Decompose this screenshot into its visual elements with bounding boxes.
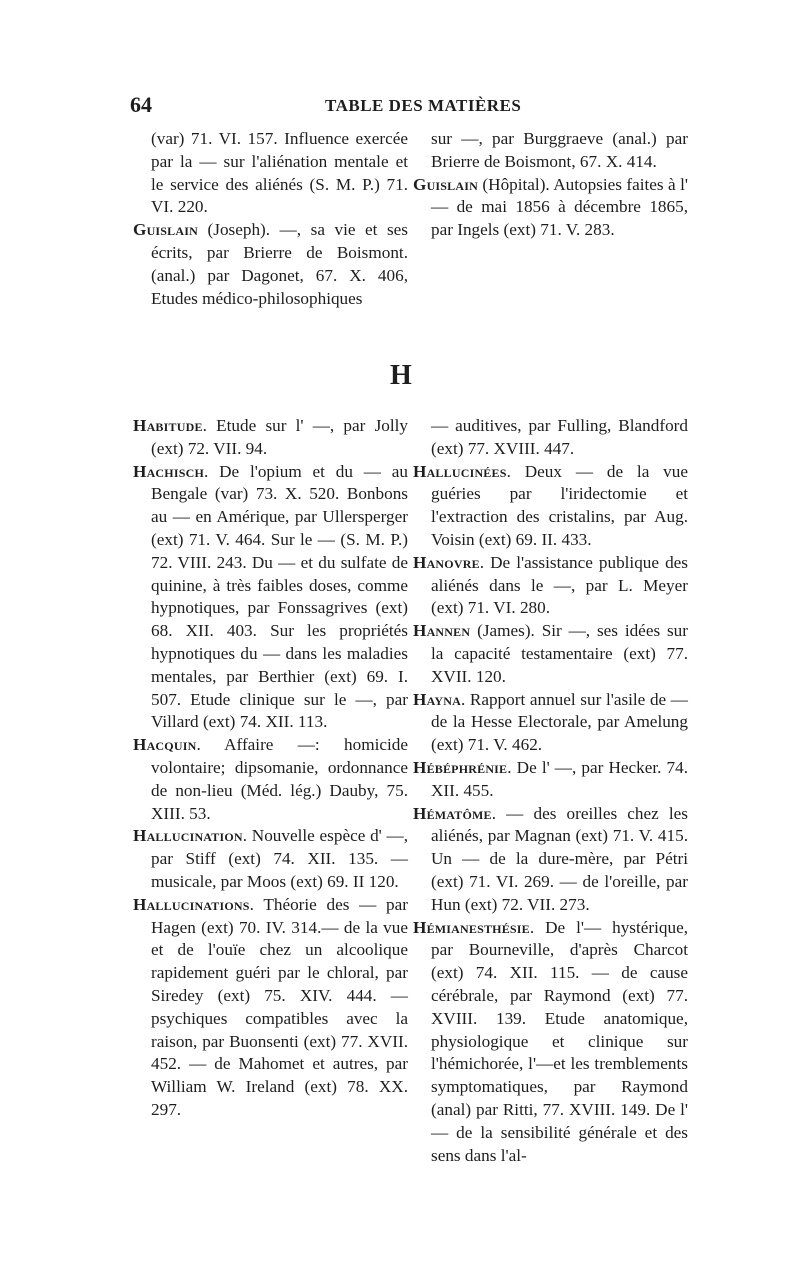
index-entry [133,415,408,461]
bottom-left-column [133,415,408,1122]
index-entry [413,620,688,688]
entry-headword: Hallucinées [413,461,507,481]
page-number: 64 [130,92,152,117]
index-entry [133,219,408,310]
entry-headword: Habitude [133,416,203,435]
entry-text: . De l' —, par Hecker. 74. XII. 455. [431,757,688,800]
entry-text: . Théorie des — par Hagen (ext) 70. IV. 314.— de la vue et de l'ouïe chez un alcoolique rapidement guéri par le chloral, par Siredey (ext) 75. XIV. 444. — psychiques compatibles avec la raison, par Buonsenti (ext) 77. XVII. 452. — de Mahomet et autres, par William W. Ireland (ext) 78. XX. 297. [151,894,408,1119]
entry-text: . De l'opium et du — au Bengale (var) 73. X. 520. Bonbons au — en Amérique, par Ullersperger (ext) 71. V. 464. Sur le — (S. M. P.) 72. VIII. 243. Du — et du sulfate de quinine, à très faibles doses, comme hypnotiques, par Fonssagrives (ext) 68. XII. 403. Sur les propriétés hypnotiques du — dans les maladies mentales, par Berthier (ext) 69. I. 507. Etude clinique sur le —, par Villard (ext) 74. XII. 113. [151,461,408,732]
running-title: TABLE DES MATIÈRES [325,96,522,115]
entry-text: . Deux — de la vue guéries par l'iridectomie et l'extraction des cristalins, par Aug. Voisin (ext) 69. II. 433. [431,461,688,549]
entry-text: . Rapport annuel sur l'asile de — de la Hesse Electorale, par Amelung (ext) 71. V. 462. [431,689,688,755]
entry-text: (Joseph). —, sa vie et ses écrits, par Brierre de Boismont. (anal.) par Dagonet, 67. X. 406, Etudes médico-philosophiques [151,220,408,308]
entry-headword: Hacquin [133,735,197,755]
entry-text: . Affaire —: homicide volontaire; dipsomanie, ordonnance de non-lieu (Méd. lég.) Dauby, 75. XIII. 53. [151,735,408,823]
entry-text: — auditives, par Fulling, Blandford (ext) 77. XVIII. 447. [431,416,688,458]
index-entry [133,734,408,825]
entry-text: (var) 71. VI. 157. Influence exercée par la — sur l'aliénation mentale et le service des aliénés (S. M. P.) 71. VI. 220. [151,129,408,217]
entry-headword: Hallucination [133,826,243,846]
index-entry [413,803,688,917]
index-entry [413,461,688,552]
entry-headword: Hématôme [413,803,492,823]
entry-text: (James). Sir —, ses idées sur la capacité testamentaire (ext) 77. XVII. 120. [431,621,688,686]
index-entry [413,128,688,174]
page-header [130,92,690,122]
index-entry [413,689,688,757]
top-left-column [133,128,408,310]
entry-headword: Hébéphrénie [413,757,508,777]
index-entry [413,174,688,242]
index-entry [413,757,688,803]
entry-headword: Hémianesthésie [413,917,530,937]
entry-headword: Guislain [133,220,198,240]
index-entry [133,825,408,893]
entry-text: . Etude sur l' —, par Jolly (ext) 72. VII. 94. [151,416,408,458]
index-entry [133,461,408,735]
entry-text: (Hôpital). Autopsies faites à l' — de mai 1856 à décembre 1865, par Ingels (ext) 71. V. 283. [431,174,688,240]
index-entry [133,128,408,219]
entry-headword: Hachisch [133,461,204,481]
index-entry [413,917,688,1168]
entry-headword: Hallucinations [133,894,250,914]
entry-text: sur —, par Burggraeve (anal.) par Brierre de Boismont, 67. X. 414. [431,129,688,171]
index-entry [413,552,688,620]
bottom-right-column [413,415,688,1167]
entry-headword: Hayna [413,689,461,709]
top-right-column [413,128,688,242]
section-letter-heading: H [390,360,412,391]
entry-headword: Guislain [413,174,478,194]
entry-text: . — des oreilles chez les aliénés, par Magnan (ext) 71. V. 415. Un — de la dure-mère, par Pétri (ext) 71. VI. 269. — de l'oreille, par Hun (ext) 72. VII. 273. [431,803,688,914]
entry-text: . Nouvelle espèce d' —, par Stiff (ext) 74. XII. 135. — musicale, par Moos (ext) 69. II 120. [151,826,408,891]
entry-text: . De l'— hystérique, par Bourneville, d'après Charcot (ext) 74. XII. 115. — de cause cérébrale, par Raymond (ext) 77. XVIII. 139. Etude anatomique, physiologique et clinique sur l'hémichorée, l'—et les tremblements symptomatiques, par Raymond (anal) par Ritti, 77. XVIII. 149. De l' — de la sensibilité générale et des sens dans l'al- [431,917,688,1165]
entry-text: . De l'assistance publique des aliénés dans le —, par L. Meyer (ext) 71. VI. 280. [431,552,688,618]
index-entry [413,415,688,461]
entry-headword: Hanovre [413,552,480,572]
entry-headword: Hannen [413,621,471,641]
index-entry [133,894,408,1122]
